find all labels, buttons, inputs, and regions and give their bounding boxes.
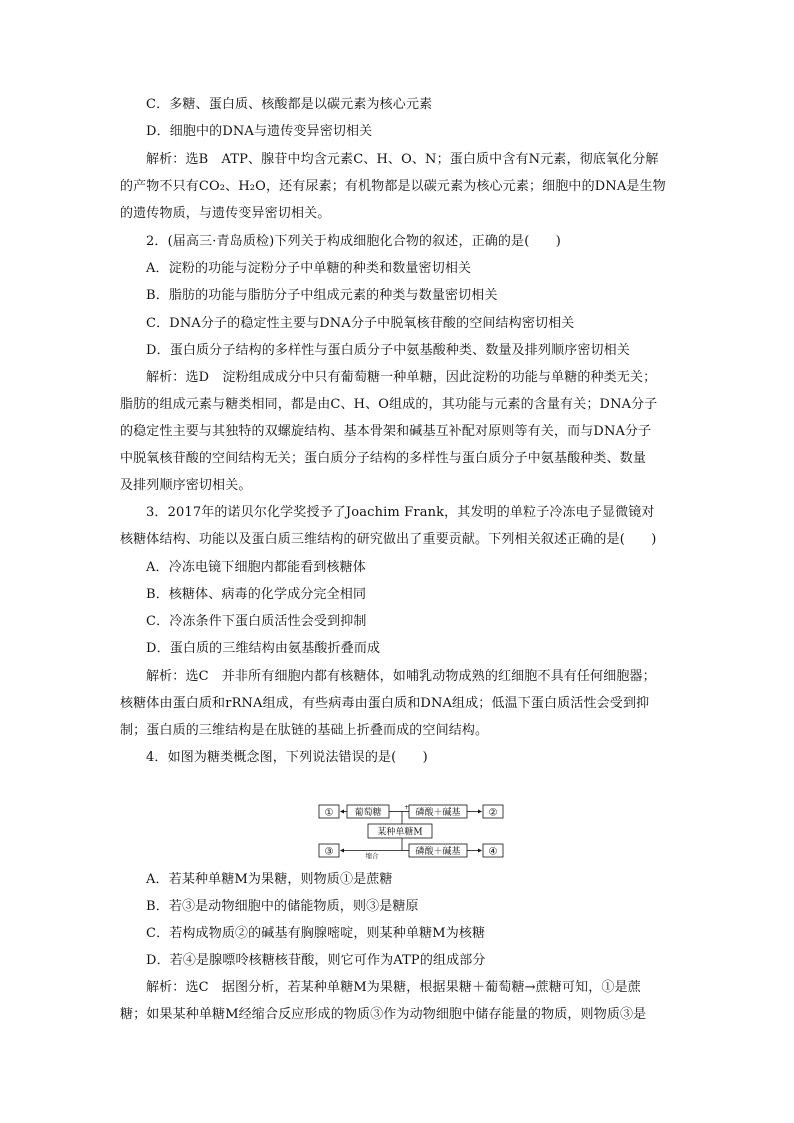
monosaccharide-m-label: 某种单糖M [377,827,423,838]
phosphate-base-top-label: 磷酸＋碱基 [415,808,461,818]
q3-option-d: D．蛋白质的三维结构由氨基酸折叠而成 [146,641,381,656]
q3-analysis-line: 制；蛋白质的三维结构是在肽链的基础上折叠而成的空间结构。 [120,723,489,738]
prev-analysis-line: 解析：选B ATP、腺苷中均含元素C、H、O、N；蛋白质中含有N元素，彻底氧化分解 [146,152,659,167]
q3-option-c: C．冷冻条件下蛋白质活性会受到抑制 [146,614,367,629]
plus-sign: + [404,804,410,811]
q2-option-c: C．DNA分子的稳定性主要与DNA分子中脱氧核苷酸的空间结构密切相关 [146,316,575,331]
condense-label: 缩合 [365,852,379,859]
q4-analysis-line: 糖；如果某种单糖M经缩合反应形成的物质③作为动物细胞中储存能量的物质，则物质③是 [120,1007,647,1022]
q3-analysis-line: 解析：选C 并非所有细胞内都有核糖体，如哺乳动物成熟的红细胞不具有任何细胞器； [146,669,656,684]
q3-stem: 3．2017年的诺贝尔化学奖授予了Joachim Frank，其发明的单粒子冷冻电子显微镜对 [146,505,655,520]
prev-option-c: C．多糖、蛋白质、核酸都是以碳元素为核心元素 [146,97,433,112]
sugar-concept-diagram [318,803,504,859]
node-3-label: ③ [324,846,334,858]
q2-analysis-line: 及排列顺序密切相关。 [120,478,252,493]
prev-analysis-line: 的遗传物质，与遗传变异密切相关。 [120,206,331,221]
q2-analysis-line: 中脱氧核苷酸的空间结构无关；蛋白质分子结构的多样性与蛋白质分子中氨基酸种类、数量 [120,451,647,466]
q2-stem: 2．(届高三·青岛质检)下列关于构成细胞化合物的叙述，正确的是( ) [146,234,561,249]
q3-analysis-line: 核糖体由蛋白质和rRNA组成，有些病毒由蛋白质和DNA组成；低温下蛋白质活性会受到抑 [120,696,650,711]
node-2-label: ② [488,807,498,819]
q2-analysis-line: 的稳定性主要与其独特的双螺旋结构、基本骨架和碱基互补配对原则等有关，而与DNA分子 [120,424,652,439]
q3-stem-cont: 核糖体结构、功能以及蛋白质三维结构的研究做出了重要贡献。下列相关叙述正确的是( ) [120,532,657,547]
q2-option-a: A．淀粉的功能与淀粉分子中单糖的种类和数量密切相关 [146,261,472,276]
q3-option-a: A．冷冻电镜下细胞内都能看到核糖体 [146,560,366,575]
glucose-label: 葡萄糖 [354,808,382,818]
node-4-label: ④ [488,846,498,858]
q2-option-b: B．脂肪的功能与脂肪分子中组成元素的种类与数量密切相关 [146,288,498,303]
q4-option-c: C．若构成物质②的碱基有胸腺嘧啶，则某种单糖M为核糖 [146,926,486,941]
q4-stem: 4．如图为糖类概念图，下列说法错误的是( ) [146,750,428,765]
q4-option-b: B．若③是动物细胞中的储能物质，则③是糖原 [146,899,419,914]
q3-option-b: B．核糖体、病毒的化学成分完全相同 [146,587,367,602]
q4-option-a: A．若某种单糖M为果糖，则物质①是蔗糖 [146,872,393,887]
node-1-label: ① [324,807,334,819]
q2-option-d: D．蛋白质分子结构的多样性与蛋白质分子中氨基酸种类、数量及排列顺序密切相关 [146,343,630,358]
phosphate-base-bottom-label: 磷酸＋碱基 [415,847,461,857]
q2-analysis-line: 脂肪的组成元素与糖类相同，都是由C、H、O组成的，其功能与元素的含量有关；DNA分子 [120,397,658,412]
prev-option-d: D．细胞中的DNA与遗传变异密切相关 [146,124,373,139]
q4-option-d: D．若④是腺嘌呤核糖核苷酸，则它可作为ATP的组成部分 [146,953,486,968]
prev-analysis-line: 的产物不只有CO₂、H₂O，还有尿素；有机物都是以碳元素为核心元素；细胞中的DNA是生物 [120,179,666,194]
q4-analysis-line: 解析：选C 据图分析，若某种单糖M为果糖，根据果糖＋葡萄糖→蔗糖可知，①是蔗 [146,980,641,995]
q2-analysis-line: 解析：选D 淀粉组成成分中只有葡萄糖一种单糖，因此淀粉的功能与单糖的种类无关； [146,370,657,385]
